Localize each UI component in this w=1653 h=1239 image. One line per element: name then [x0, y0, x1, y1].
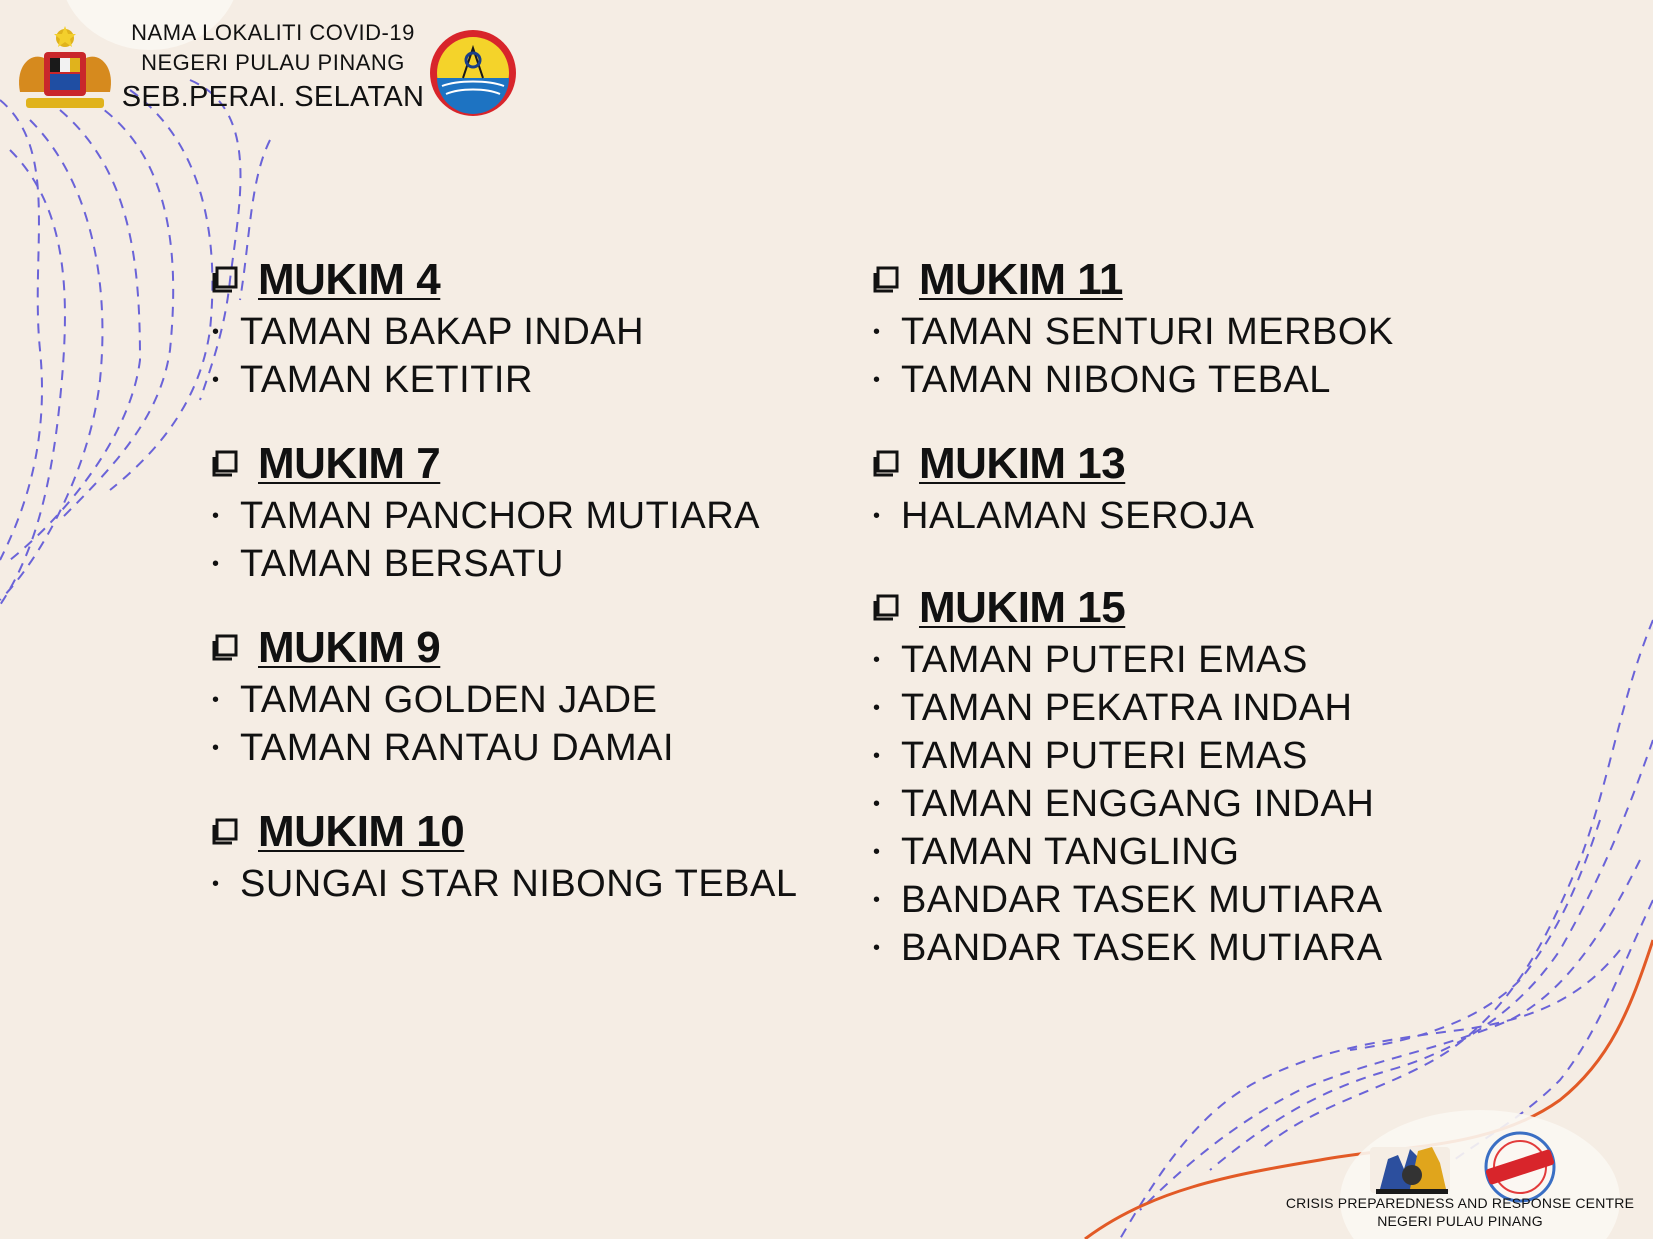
header-title [118, 18, 428, 116]
locality-name: BANDAR TASEK MUTIARA [901, 878, 1383, 921]
locality-list [212, 308, 832, 404]
mukim-section [873, 436, 1513, 540]
checkbox-icon [212, 266, 238, 294]
mukim-title: MUKIM 10 [258, 807, 465, 856]
locality-list [873, 308, 1513, 404]
locality-list [873, 636, 1513, 972]
checkbox-icon [873, 594, 899, 622]
mukim-title: MUKIM 15 [919, 583, 1126, 632]
list-item [873, 876, 1513, 924]
mukim-section [212, 252, 832, 404]
bullet-dot: • [873, 320, 881, 343]
mukim-section [212, 804, 832, 908]
bullet-dot: • [873, 888, 881, 911]
locality-list [212, 860, 832, 908]
list-item [212, 308, 832, 356]
list-item [212, 676, 832, 724]
left-column [212, 252, 832, 908]
bullet-dot: • [873, 744, 881, 767]
mukim-heading [212, 252, 832, 308]
locality-name: TAMAN KETITIR [240, 358, 533, 401]
bullet-dot: • [873, 504, 881, 527]
mukim-section [212, 620, 832, 772]
bullet-dot: • [873, 936, 881, 959]
locality-list [212, 492, 832, 588]
checkbox-icon [873, 450, 899, 478]
locality-name: TAMAN PUTERI EMAS [901, 734, 1308, 777]
mukim-heading [873, 580, 1513, 636]
bullet-dot: • [212, 552, 220, 575]
bullet-dot: • [873, 696, 881, 719]
locality-list [212, 676, 832, 772]
list-item [873, 636, 1513, 684]
mukim-heading [212, 436, 832, 492]
mukim-title: MUKIM 11 [919, 255, 1123, 304]
list-item [873, 732, 1513, 780]
locality-name: TAMAN PUTERI EMAS [901, 638, 1308, 681]
locality-name: TAMAN SENTURI MERBOK [901, 310, 1394, 353]
mukim-heading [873, 252, 1513, 308]
list-item [873, 356, 1513, 404]
locality-name: TAMAN PEKATRA INDAH [901, 686, 1353, 729]
malaysia-crest-icon [10, 22, 120, 114]
bullet-dot: • [212, 368, 220, 391]
mukim-heading [873, 436, 1513, 492]
locality-name: TAMAN GOLDEN JADE [240, 678, 658, 721]
list-item [212, 492, 832, 540]
footer-org-state: NEGERI PULAU PINANG [1377, 1213, 1543, 1229]
header-line-1: NAMA LOKALITI COVID-19 [131, 20, 415, 45]
list-item [212, 724, 832, 772]
list-item [873, 684, 1513, 732]
checkbox-icon [212, 818, 238, 846]
bullet-dot: • [212, 688, 220, 711]
mukim-title: MUKIM 7 [258, 439, 441, 488]
mukim-title: MUKIM 13 [919, 439, 1126, 488]
list-item [873, 828, 1513, 876]
cprc-logo-icon [1370, 1147, 1450, 1194]
locality-name: HALAMAN SEROJA [901, 494, 1255, 537]
mukim-heading [212, 804, 832, 860]
checkbox-icon [873, 266, 899, 294]
locality-name: TAMAN BERSATU [240, 542, 564, 585]
locality-name: TAMAN PANCHOR MUTIARA [240, 494, 760, 537]
mukim-heading [212, 620, 832, 676]
bullet-dot: • [873, 840, 881, 863]
bullet-dot: • [212, 320, 220, 343]
mukim-title: MUKIM 4 [258, 255, 441, 304]
penang-seal-icon [428, 28, 518, 118]
bullet-dot: • [873, 792, 881, 815]
mukim-section [873, 252, 1513, 404]
checkbox-icon [212, 450, 238, 478]
bullet-dot: • [212, 872, 220, 895]
footer-org-name: CRISIS PREPAREDNESS AND RESPONSE CENTRE [1285, 1195, 1635, 1211]
list-item [212, 860, 832, 908]
penang-lawan-covid-logo-icon [1485, 1133, 1555, 1201]
locality-name: TAMAN NIBONG TEBAL [901, 358, 1331, 401]
list-item [212, 356, 832, 404]
bullet-dot: • [873, 368, 881, 391]
mukim-section [873, 580, 1513, 972]
locality-name: TAMAN BAKAP INDAH [240, 310, 645, 353]
mukim-section [212, 436, 832, 588]
locality-name: BANDAR TASEK MUTIARA [901, 926, 1383, 969]
footer [1270, 1125, 1650, 1239]
checkbox-icon [212, 634, 238, 662]
list-item [212, 540, 832, 588]
mukim-title: MUKIM 9 [258, 623, 441, 672]
locality-name: TAMAN ENGGANG INDAH [901, 782, 1375, 825]
locality-name: TAMAN RANTAU DAMAI [240, 726, 675, 769]
locality-list [873, 492, 1513, 540]
header-line-2: NEGERI PULAU PINANG [141, 50, 405, 75]
locality-name: SUNGAI STAR NIBONG TEBAL [240, 862, 798, 905]
list-item [873, 780, 1513, 828]
list-item [873, 308, 1513, 356]
bullet-dot: • [873, 648, 881, 671]
bullet-dot: • [212, 736, 220, 759]
list-item [873, 924, 1513, 972]
header-line-3: SEB.PERAI. SELATAN [121, 81, 425, 113]
bullet-dot: • [212, 504, 220, 527]
list-item [873, 492, 1513, 540]
locality-name: TAMAN TANGLING [901, 830, 1240, 873]
right-column [873, 252, 1513, 972]
header [0, 0, 540, 130]
